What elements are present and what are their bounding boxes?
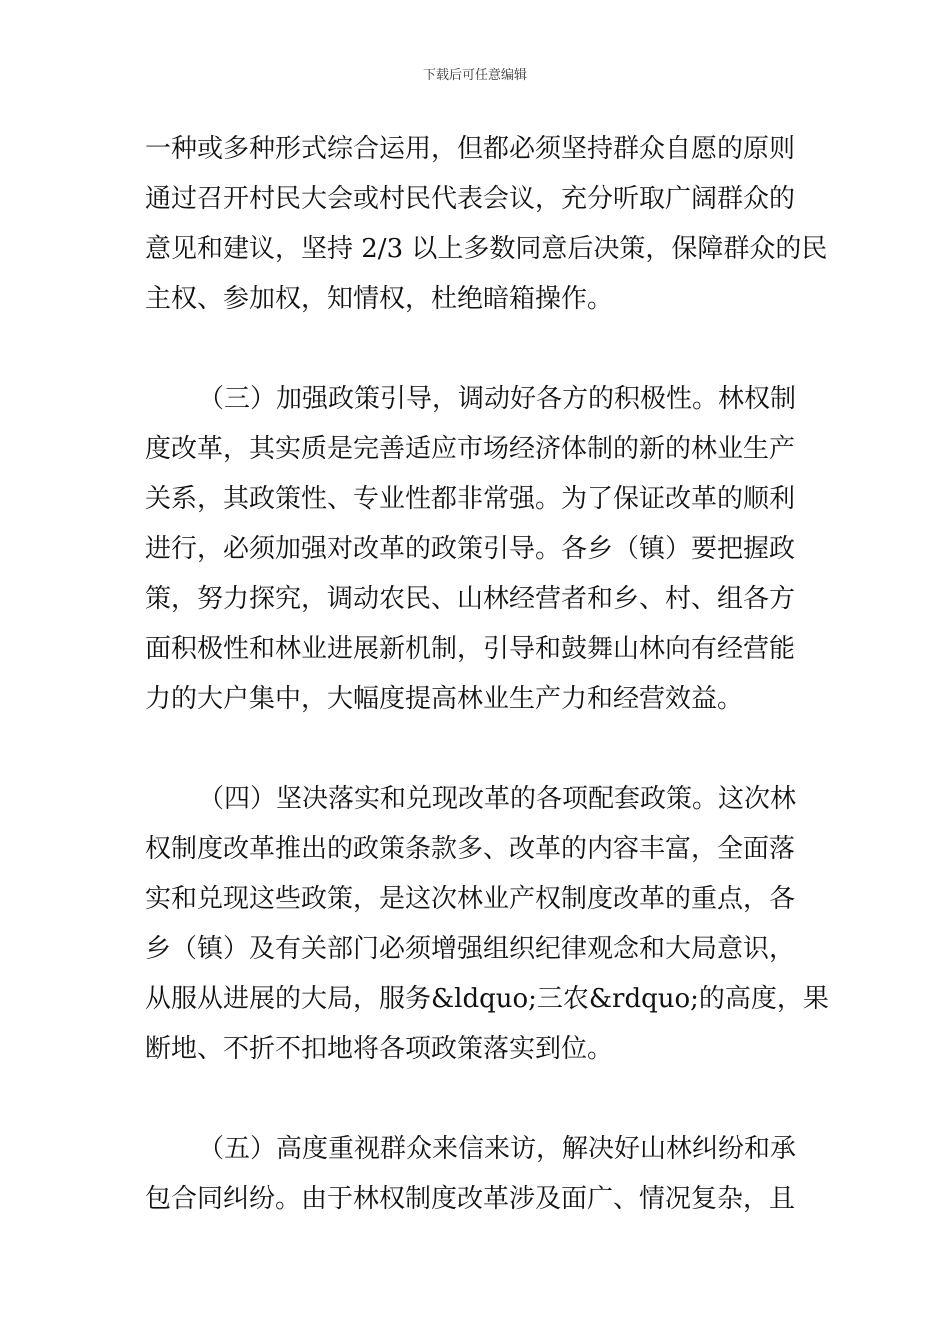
text-line: （四）坚决落实和兑现改革的各项配套政策。这次林 xyxy=(198,784,797,814)
text-line: 主权、参加权，知情权，杜绝暗箱操作。 xyxy=(145,284,614,314)
text-line: 乡（镇）及有关部门必须增强组织纪律观念和大局意识， xyxy=(145,934,796,964)
text-line: 力的大户集中，大幅度提高林业生产力和经营效益。 xyxy=(145,684,744,714)
text-line: 策，努力探究，调动农民、山林经营者和乡、村、组各方 xyxy=(145,584,796,614)
text-line: 度改革，其实质是完善适应市场经济体制的新的林业生产 xyxy=(145,434,796,464)
page-header: 下载后可任意编辑 xyxy=(422,68,527,83)
text-line: 包合同纠纷。由于林权制度改革涉及面广、情况复杂，且 xyxy=(145,1184,796,1214)
text-line: 一种或多种形式综合运用，但都必须坚持群众自愿的原则 xyxy=(145,134,796,164)
text-line: 权制度改革推出的政策条款多、改革的内容丰富，全面落 xyxy=(145,834,796,864)
text-line: 断地、不折不扣地将各项政策落实到位。 xyxy=(145,1034,614,1064)
text-line: 从服从进展的大局，服务&ldquo;三农&rdquo;的高度，果 xyxy=(145,984,829,1014)
text-line: （五）高度重视群众来信来访，解决好山林纠纷和承 xyxy=(198,1134,797,1164)
text-line: 意见和建议，坚持 2/3 以上多数同意后决策，保障群众的民 xyxy=(145,234,828,264)
text-line: 通过召开村民大会或村民代表会议，充分听取广阔群众的 xyxy=(145,184,796,214)
text-line: 关系，其政策性、专业性都非常强。为了保证改革的顺利 xyxy=(145,484,796,514)
text-line: 实和兑现这些政策，是这次林业产权制度改革的重点，各 xyxy=(145,884,796,914)
text-line: 面积极性和林业进展新机制，引导和鼓舞山林向有经营能 xyxy=(145,634,796,664)
text-line: 进行，必须加强对改革的政策引导。各乡（镇）要把握政 xyxy=(145,534,796,564)
text-line: （三）加强政策引导，调动好各方的积极性。林权制 xyxy=(198,384,797,414)
